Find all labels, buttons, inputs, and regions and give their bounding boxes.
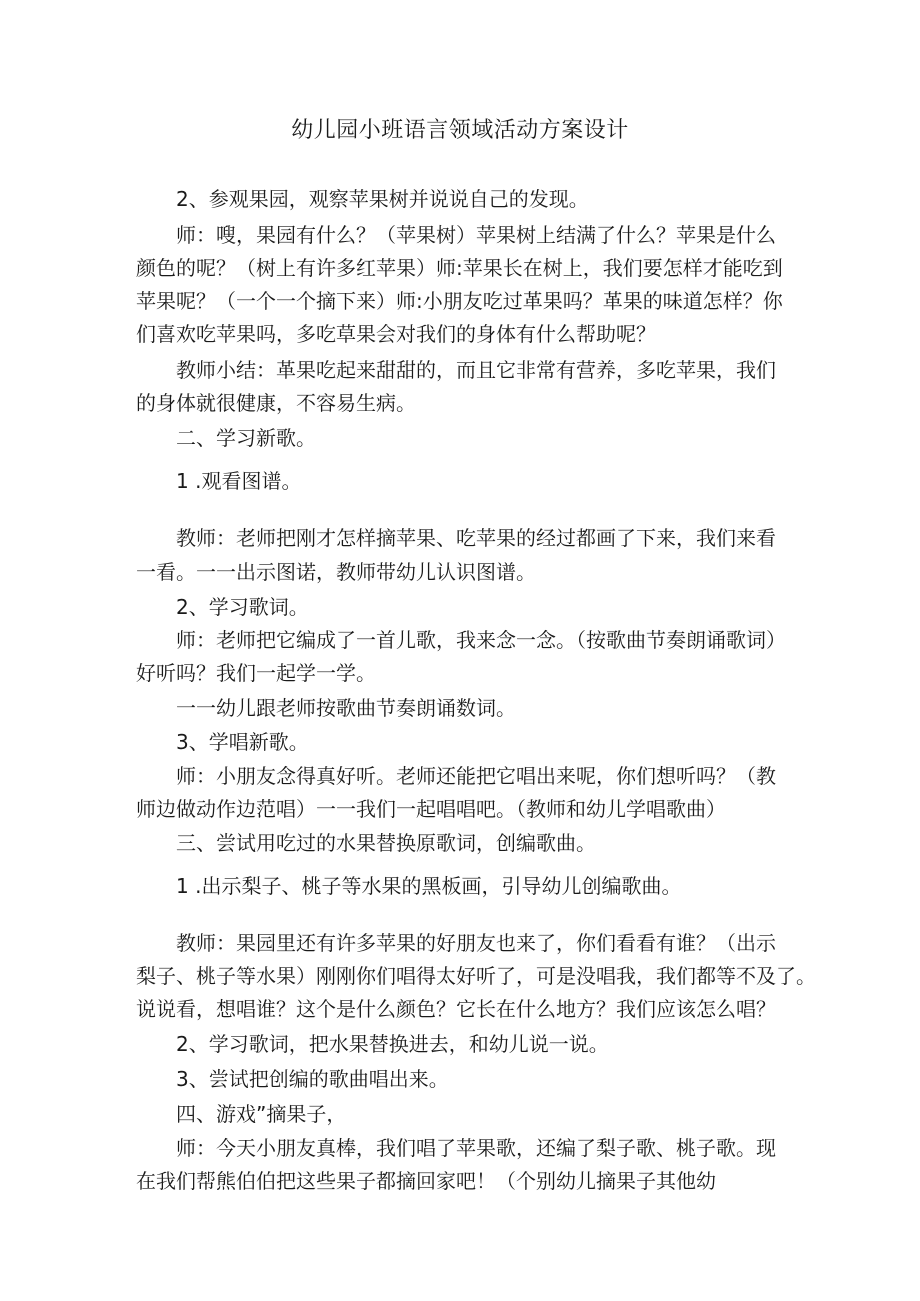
paragraph-line: 一一幼儿跟老师按歌曲节奏朗诵数词。 (176, 696, 516, 720)
paragraph-line: 梨子、桃子等水果）刚刚你们唱得太好听了，可是没唱我，我们都等不及了。 (136, 964, 816, 988)
subsection-heading: 2、学习歌词。 (176, 595, 309, 619)
subsection-heading: 1 .观看图谱。 (176, 469, 302, 493)
paragraph-line: 2、参观果园，观察苹果树并说说自己的发现。 (176, 187, 589, 211)
paragraph-line: 颜色的呢？（树上有许多红苹果）师:苹果长在树上，我们要怎样才能吃到 (136, 256, 783, 280)
paragraph-line: 在我们帮熊伯伯把这些果子都摘回家吧！（个别幼儿摘果子其他幼 (136, 1169, 716, 1193)
subsection-heading: 1 .出示梨子、桃子等水果的黑板画，引导幼儿创编歌曲。 (176, 874, 682, 898)
subsection-heading: 3、尝试把创编的歌曲唱出来。 (176, 1067, 449, 1091)
paragraph-line: 教师：果园里还有许多苹果的好朋友也来了，你们看看有谁？（出示 (176, 931, 776, 955)
paragraph-line: 师：老师把它编成了一首儿歌，我来念一念。（按歌曲节奏朗诵歌词） (176, 628, 786, 652)
section-heading: 三、尝试用吃过的水果替换原歌词，创编歌曲。 (176, 831, 596, 855)
paragraph-line: 们喜欢吃苹果吗，多吃草果会对我们的身体有什么帮助呢？ (136, 322, 656, 346)
section-heading: 二、学习新歌。 (176, 426, 316, 450)
document-title: 幼儿园小班语言领域活动方案设计 (291, 118, 629, 143)
paragraph-line: 的身体就很健康，不容易生病。 (136, 391, 416, 415)
section-heading: 四、游戏”摘果子， (176, 1102, 347, 1126)
paragraph-line: 教师小结：革果吃起来甜甜的，而且它非常有营养，多吃苹果，我们 (176, 358, 776, 382)
paragraph-line: 一看。一一出示图诺，教师带幼儿认识图谱。 (136, 560, 536, 584)
subsection-heading: 3、学唱新歌。 (176, 730, 309, 754)
paragraph-line: 师：今天小朋友真棒，我们唱了苹果歌，还编了梨子歌、桃子歌。现 (176, 1136, 776, 1160)
subsection-heading: 2、学习歌词，把水果替换进去，和幼儿说一说。 (176, 1032, 609, 1056)
paragraph-line: 师：嗖，果园有什么？（苹果树）苹果树上结满了什么？苹果是什么 (176, 223, 776, 247)
paragraph-line: 师边做动作边范唱）一一我们一起唱唱吧。（教师和幼儿学唱歌曲） (136, 797, 726, 821)
paragraph-line: 教师：老师把刚才怎样摘苹果、吃苹果的经过都画了下来，我们来看 (176, 526, 776, 550)
paragraph-line: 师：小朋友念得真好听。老师还能把它唱出来呢，你们想听吗？（教 (176, 764, 776, 788)
paragraph-line: 说说看，想唱谁？这个是什么颜色？它长在什么地方？我们应该怎么唱？ (136, 997, 776, 1021)
paragraph-line: 好听吗？我们一起学一学。 (136, 661, 376, 685)
paragraph-line: 苹果呢？（一个一个摘下来）师:小朋友吃过革果吗？革果的味道怎样？你 (136, 289, 783, 313)
